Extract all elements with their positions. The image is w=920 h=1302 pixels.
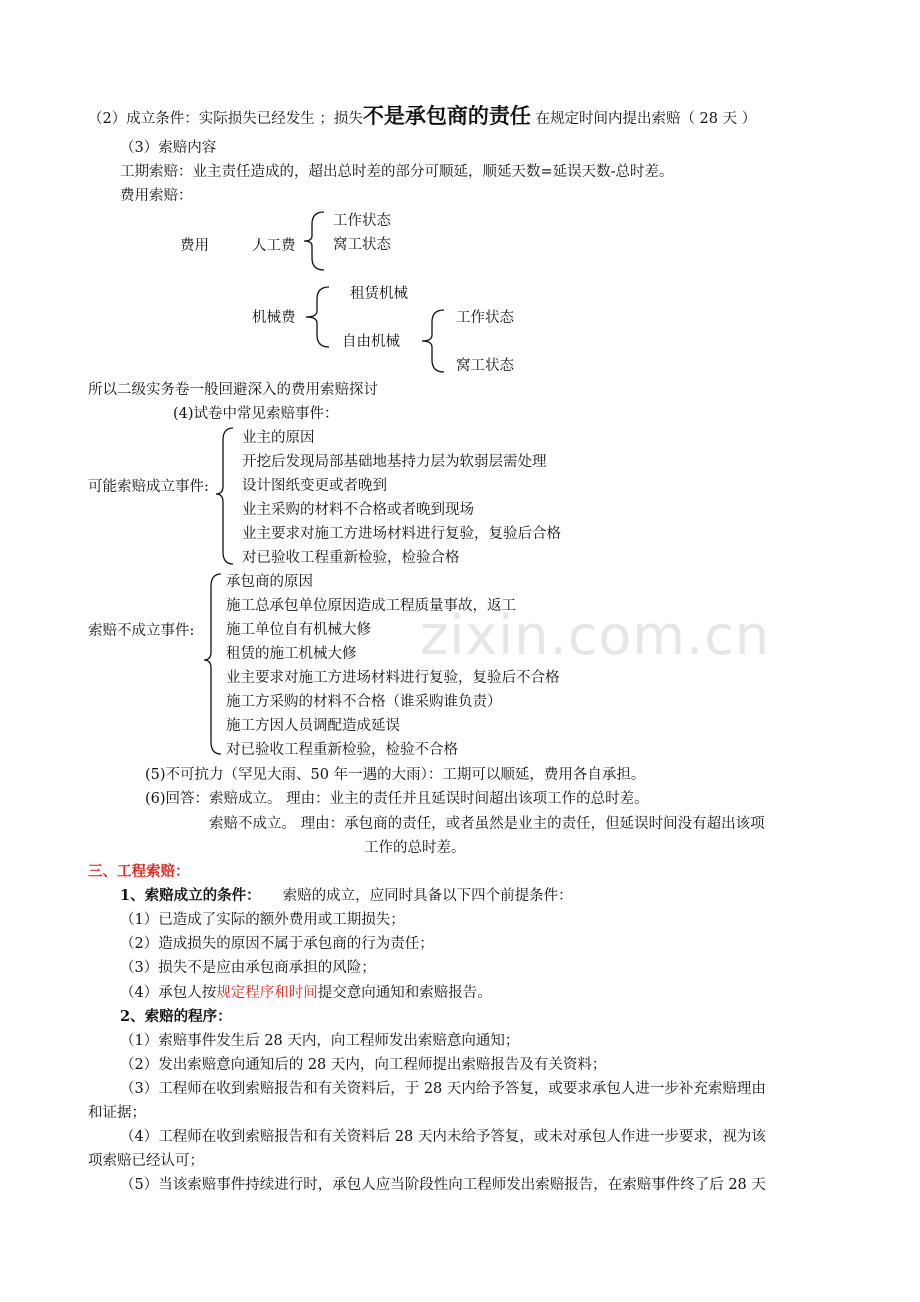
procedure-item: （3）工程师在收到索赔报告和有关资料后，于 28 天内给予答复，或要求承包人进一步补充索赔理由 bbox=[120, 1081, 766, 1097]
procedure-heading: 2、索赔的程序： bbox=[120, 1008, 232, 1025]
force-majeure-line: (5)不可抗力（罕见大雨、50 年一遇的大雨）：工期可以顺延，费用各自承担。 bbox=[145, 767, 646, 783]
answer-line-invalid-cont: 工作的总时差。 bbox=[364, 840, 466, 856]
conditions-heading: 1、索赔成立的条件： bbox=[120, 887, 261, 904]
procedure-item-cont: 项索赔已经认可； bbox=[88, 1153, 204, 1169]
tree-root-cost: 费用 bbox=[180, 238, 209, 254]
invalid-event-item: 施工单位自有机械大修 bbox=[226, 622, 371, 638]
valid-events-label: 可能索赔成立事件: bbox=[88, 479, 209, 495]
valid-event-item: 业主要求对施工方进场材料进行复验，复验后合格 bbox=[242, 526, 561, 542]
condition-item-suffix: 提交意向通知和索赔报告。 bbox=[317, 985, 492, 1001]
brace-invalid-icon bbox=[203, 572, 223, 756]
tree-rent-machine: 租赁机械 bbox=[350, 286, 408, 302]
tree-own-item: 工作状态 bbox=[456, 310, 514, 326]
invalid-event-item: 对已验收工程重新检验，检验不合格 bbox=[226, 742, 458, 758]
condition-line bbox=[88, 106, 756, 129]
summary-line: 所以二级实务卷一般回避深入的费用索赔探讨 bbox=[88, 382, 378, 398]
watermark: zixin.com.cn bbox=[420, 604, 771, 667]
invalid-event-item: 业主要求对施工方进场材料进行复验，复验后不合格 bbox=[226, 670, 560, 686]
invalid-event-item: 承包商的原因 bbox=[226, 574, 313, 590]
condition-prefix: （2）成立条件：实际损失已经发生 ；损失 bbox=[88, 111, 363, 127]
tree-labor-item: 工作状态 bbox=[333, 213, 391, 229]
procedure-item-cont: 和证据； bbox=[88, 1105, 146, 1121]
cost-claim-label: 费用索赔： bbox=[120, 188, 193, 204]
valid-event-item: 开挖后发现局部基础地基持力层为软弱层需处理 bbox=[242, 454, 547, 470]
tree-own-item: 窝工状态 bbox=[456, 358, 514, 374]
condition-suffix: 在规定时间内提出索赔（ 28 天 ） bbox=[535, 111, 757, 127]
condition-item-prefix: （4）承包人按 bbox=[120, 985, 217, 1001]
condition-item bbox=[120, 983, 492, 1003]
valid-event-item: 业主的原因 bbox=[242, 430, 315, 446]
invalid-event-item: 施工方因人员调配造成延误 bbox=[226, 718, 400, 734]
condition-item: （3）损失不是应由承包商承担的风险； bbox=[120, 960, 376, 976]
events-heading: (4)试卷中常见索赔事件： bbox=[173, 406, 339, 422]
conditions-line bbox=[120, 886, 573, 906]
condition-item: （1）已造成了实际的额外费用或工期损失； bbox=[120, 912, 405, 928]
section-heading: 三、工程索赔： bbox=[88, 863, 190, 880]
time-claim-text: 工期索赔：业主责任造成的，超出总时差的部分可顺延，顺延天数=延误天数-总时差。 bbox=[120, 164, 674, 180]
brace-valid-icon bbox=[215, 426, 235, 566]
tree-labor-item: 窝工状态 bbox=[333, 237, 391, 253]
answer-line-valid: (6)回答：索赔成立。 理由：业主的责任并且延误时间超出该项工作的总时差。 bbox=[145, 791, 649, 807]
brace-own-machine-icon bbox=[420, 308, 446, 374]
procedure-item: （2）发出索赔意向通知后的 28 天内，向工程师提出索赔报告及有关资料； bbox=[120, 1057, 607, 1073]
invalid-events-label: 索赔不成立事件: bbox=[88, 623, 195, 639]
invalid-event-item: 施工方采购的材料不合格（谁采购谁负责） bbox=[226, 694, 502, 710]
procedure-item: （5）当该索赔事件持续进行时，承包人应当阶段性向工程师发出索赔报告，在索赔事件终了后 28 天 bbox=[120, 1177, 766, 1193]
invalid-event-item: 租赁的施工机械大修 bbox=[226, 646, 357, 662]
brace-labor-icon bbox=[302, 210, 326, 272]
answer-line-invalid: 索赔不成立。 理由：承包商的责任，或者虽然是业主的责任，但延误时间没有超出该项 bbox=[209, 816, 765, 832]
tree-machine-cost: 机械费 bbox=[252, 310, 296, 326]
procedure-item: （4）工程师在收到索赔报告和有关资料后 28 天内未给予答复，或未对承包人作进一步要求，视为该 bbox=[120, 1129, 766, 1145]
invalid-event-item: 施工总承包单位原因造成工程质量事故，返工 bbox=[226, 598, 516, 614]
conditions-intro: 索赔的成立，应同时具备以下四个前提条件： bbox=[282, 888, 573, 904]
valid-event-item: 设计图纸变更或者晚到 bbox=[242, 478, 387, 494]
tree-labor-cost: 人工费 bbox=[252, 238, 296, 254]
valid-event-item: 业主采购的材料不合格或者晚到现场 bbox=[242, 502, 474, 518]
condition-item-highlight: 规定程序和时间 bbox=[216, 985, 318, 1001]
tree-own-machine: 自由机械 bbox=[342, 334, 400, 350]
valid-event-item: 对已验收工程重新检验，检验合格 bbox=[242, 550, 460, 566]
condition-emphasis: 不是承包商的责任 bbox=[362, 104, 531, 128]
content-heading: （3）索赔内容 bbox=[120, 140, 217, 156]
brace-machine-icon bbox=[303, 285, 331, 349]
procedure-item: （1）索赔事件发生后 28 天内，向工程师发出索赔意向通知； bbox=[120, 1033, 520, 1049]
condition-item: （2）造成损失的原因不属于承包商的行为责任； bbox=[120, 936, 434, 952]
